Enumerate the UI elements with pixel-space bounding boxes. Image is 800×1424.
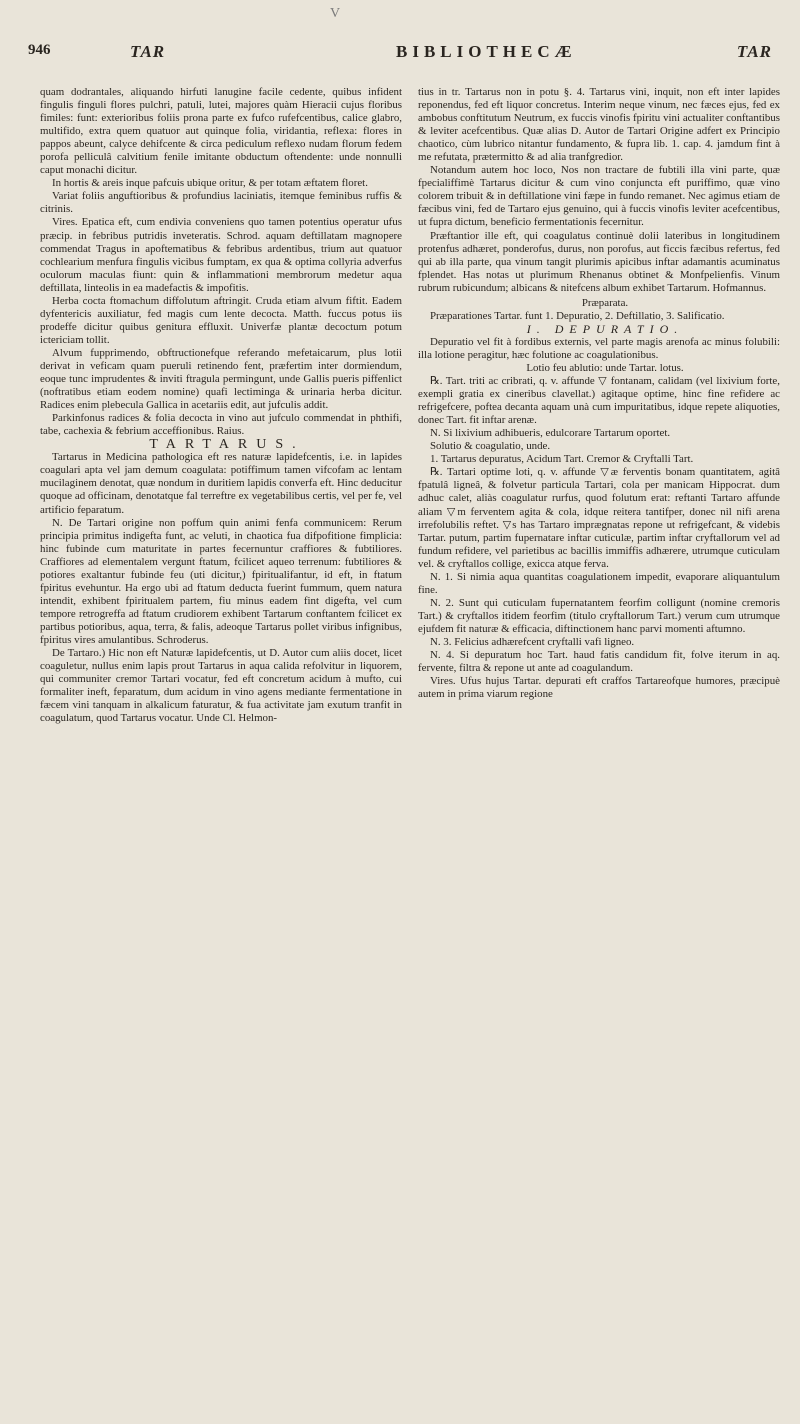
paragraph: Parkinfonus radices & folia decocta in vino aut jufculo commendat in phthifi, tabe, cachexia & febrium acceffionibus. Raius. xyxy=(40,412,402,438)
paragraph: tius in tr. Tartarus non in potu §. 4. Tartarus vini, inquit, non eft inter lapides reponendus, fed eft liquor concretus. Interim neque vinum, nec fæces ejus, fed ex ambobus conftitutum Neutrum, ex fuccis vinofis fpiritu vini actualiter conftantibus & leviter acefcentibus. Quæ alias D. Autor de Tartari Origine adfert ex Principio chaotico, cùm lubrico nitantur fundamento, & fupra lib. 1. cap. 4. jamdum fint à me refutata, prætermitto & ad alia tranfgredior. xyxy=(418,86,780,164)
watermark-mark: V xyxy=(330,6,341,21)
header-title: BIBLIOTHECÆ xyxy=(396,42,577,61)
paragraph: Notandum autem hoc loco, Nos non tractare de fubtili illa vini parte, quæ fpecialiffimè Tartarus dicitur & cum vino conjuncta eft puriffimo, quæ vino colorem tribuit & in deftillatione vini fæpe in fundo remanet. Nec agimus etiam de fæcibus vini, fed de Tartaro ejus genuino, qui à fuccis vinofis leviter acefcentibus, ut fupra dictum, beneficio fermentationis fecernitur. xyxy=(418,164,780,229)
depuratio-heading: I. DEPURATIO. xyxy=(526,321,684,336)
paragraph: 1. Tartarus depuratus, Acidum Tart. Cremor & Cryftalli Tart. xyxy=(430,453,694,466)
paragraph: N. 4. Si depuratum hoc Tart. haud fatis candidum fit, folve iterum in aq. fervente, filtra & repone ut ante ad coagulandum. xyxy=(418,649,780,675)
header-left-catchword: TAR xyxy=(130,42,166,61)
paragraph: In hortis & areis inque pafcuis ubique oritur, & per totam æftatem floret. xyxy=(52,177,368,190)
paragraph: Tartarus in Medicina pathologica eft res naturæ lapidefcentis, i.e. in lapides coagulari apta vel jam demum coagulata: potiffimum tamen vifcofam ac lentam mucilaginem denotat, quæ nondum in duritiem lapidis converfa eft. Hinc deducitur quoque ad officinam, denotatque fal terreftre ex vegetabilibus certis, vel per fe, vel artificio feparatum. xyxy=(40,451,402,516)
section-heading-tartarus: TARTARUS. xyxy=(149,437,305,453)
paragraph: ℞. Tart. triti ac cribrati, q. v. affunde ▽ fontanam, calidam (vel lixivium forte, exempli gratia ex cineribus clavellat.) agitaque optime, hinc fine refidere ac refrigefcere, poftea decanta aquam unà cum impuritatibus, idque repete aliquoties, donec Tart. fit inftar arenæ. xyxy=(418,375,780,427)
paragraph: N. Si lixivium adhibueris, edulcorare Tartarum oportet. xyxy=(430,427,671,440)
paragraph: Præftantior ille eft, qui coagulatus continuè dolii lateribus in longitudinem protenfus adhæret, ponderofus, durus, non porofus, aut ficcis fæcibus refertus, fed qui ab illa parte, qua vinum tangit plurimis apicibus inftar adamantis acuminatus fplendet. Has notas ut plurimum Rhenanus obtinet & Monfpelienfis. Vinum rubrum rubicundum; albicans & nitefcens album exhibet Tartarum. Hofmannus. xyxy=(418,229,780,294)
paragraph: Depuratio vel fit à fordibus externis, vel parte magis arenofa ac minus folubili: illa lotione peragitur, hæc folutione ac coagulationibus. xyxy=(418,335,780,361)
paragraph: Variat foliis anguftioribus & profundius laciniatis, itemque feminibus ruffis & citrinis. xyxy=(40,190,402,216)
paragraph: Herba cocta ftomachum diffolutum aftringit. Cruda etiam alvum fiftit. Eadem dyfentericis auxiliatur, fed magis cum lente decocta. Matth. fuccus potus iis prodeffe dicitur quibus genitura effluxit. Univerfæ plantæ decoctum potum ictericiam tollit. xyxy=(40,294,402,346)
running-header xyxy=(28,42,772,70)
paragraph: quam dodrantales, aliquando hirfuti lanugine facile cedente, quibus infident fingulis finguli flores pulchri, patuli, lutei, majores quàm Hieracii cujus floribus fimiles: funt: exterioribus foliis prona parte ex fufco rufefcentibus, calice glabro, multifido, extra quem quatuor aut quinque folia, viridantia, reflexa: flores in pappos abeunt, calyce dehifcente & circa pediculum reflexo nudam florum fedem porofa pelliculâ calvitium fenile imitante obductum oftendente: unde nonnulli caput monachi dicitur. xyxy=(40,86,402,177)
paragraph: Alvum fupprimendo, obftructionefque referando mefetaicarum, plus lotii derivat in veficam quam pueruli retinendo fent, præfertim inter dormiendum, eoque tunc imprudentes & inviti ftragula permingunt, unde Gallis pueris piffenlict (noftratibus etiam eodem nomine) quafi lectiminga & urinaria herba dicitur. Radices enim plebecula Gallica in acetariis edit, aut jufculis addit. xyxy=(40,346,402,412)
page-number: 946 xyxy=(28,42,51,58)
left-column xyxy=(40,86,402,725)
lotio-heading: Lotio feu ablutio: unde Tartar. lotus. xyxy=(526,361,684,374)
right-column xyxy=(418,86,780,701)
paragraph: Vires. Ufus hujus Tartar. depurati eft craffos Tartareofque humores, præcipuè autem in prima viarum regione xyxy=(418,675,780,701)
paragraph: N. 3. Felicius adhærefcent cryftalli vafi ligneo. xyxy=(430,635,635,648)
paragraph: De Tartaro.) Hic non eft Naturæ lapidefcentis, ut D. Autor cum aliis docet, licet coaguletur, nullus enim lapis prout Tartarus in aqua calida refolvitur in liquorem, qui communiter cremor Tartari vocatur, fed eft concretum acidum à mufto, cui formaliter ineft, feparatum, dum acidum in vino agens mediante fermentatione in fæcem vini tanquam in alkalicum faturatur, & fua activitate jam exutum tranfit in coagulatum, quod Tartarus vocatur. Unde Cl. Helmon- xyxy=(40,647,402,725)
paragraph: Præparationes Tartar. funt 1. Depuratio, 2. Deftillatio, 3. Salificatio. xyxy=(430,309,725,322)
praeparata-heading: Præparata. xyxy=(581,296,629,309)
paragraph: N. 2. Sunt qui cuticulam fupernatantem feorfim colligunt (nomine cremoris Tart.) & cryftallos itidem feorfim (titulo cryftallorum Tart.) verum cum utrumque ejufdem fit naturæ & efficacia, diftinctionem hanc parvi momenti aftumno. xyxy=(418,596,780,635)
paragraph: N. De Tartari origine non poffum quin animi fenfa communicem: Rerum principia primitus indigefta funt, ac veluti, in chaotica fua difpofitione fimplicia: hinc fubinde cum maturitate in partes fecernuntur craffiores & fubtiliores. Craffiores ad elementalem vergunt ftatum, fcilicet aqueo terrenum: fubtiliores & potiores exaltantur fubinde feu (uti dicitur,) fpiritualifantur, id eft, in ftatum fpiritus evehuntur. Ha ergo ubi ad ftatum deducta fuerint fummum, quem natura intendit, exhibent fpiritualem partem, fiu minus eadem fint digefta, vel cum tempore retrogreffa ad ftatum crudiorem exhibent Tartarum conftantem fcilicet ex partibus potioribus, aqua, terra, & falis, adeoque Tartarus pollet viribus infignibus, fpiritus vires amulantibus. Schroderus. xyxy=(40,516,402,646)
paragraph: N. 1. Si nimia aqua quantitas coagulationem impedit, evaporare aliquantulum fine. xyxy=(418,570,780,596)
paragraph: Solutio & coagulatio, unde. xyxy=(430,440,551,453)
header-right-catchword: TAR xyxy=(736,42,772,61)
paragraph: Vires. Epatica eft, cum endivia conveniens quo tamen potentius operatur ufus præcip. in febribus putridis inveteratis. Schrod. aquam deftillatam magnopere commendat Tragus in apoftematibus & febribus ardentibus, trium aut quatuor cochlearium menfura fingulis vicibus fumptam, ex qua & optima collyria adverfus oculorum maculas fiunt: quin & inflammationi membrorum medetur aqua deftillata, linteolis in ea madefactis & impofitis. xyxy=(40,216,402,294)
paragraph: ℞. Tartari optime loti, q. v. affunde ▽æ ferventis bonam quantitatem, agitâ fpatulâ ligneâ, & folvetur particula Tartari, cola per manicam Hippocrat. dum adhuc calet, aliàs coagulatur rurfus, quod folutum erat: reftanti Tartaro affunde aliam ▽m ferventem agita & cola, idque reitera tantifper, donec nil nifi arena irrefolubilis reftet. ▽s has Tartaro imprægnatas repone ut refrigefcant, & videbis Tartar. putum, partim fupernatare inftar cuticulæ, partim inftar cryftallorum vel ad fundum refidere, vel parietibus ac bacillis immiffis adhærere, utrumque cuticulam vel. & cryftallos collige, exicca atque ferva. xyxy=(418,466,780,570)
